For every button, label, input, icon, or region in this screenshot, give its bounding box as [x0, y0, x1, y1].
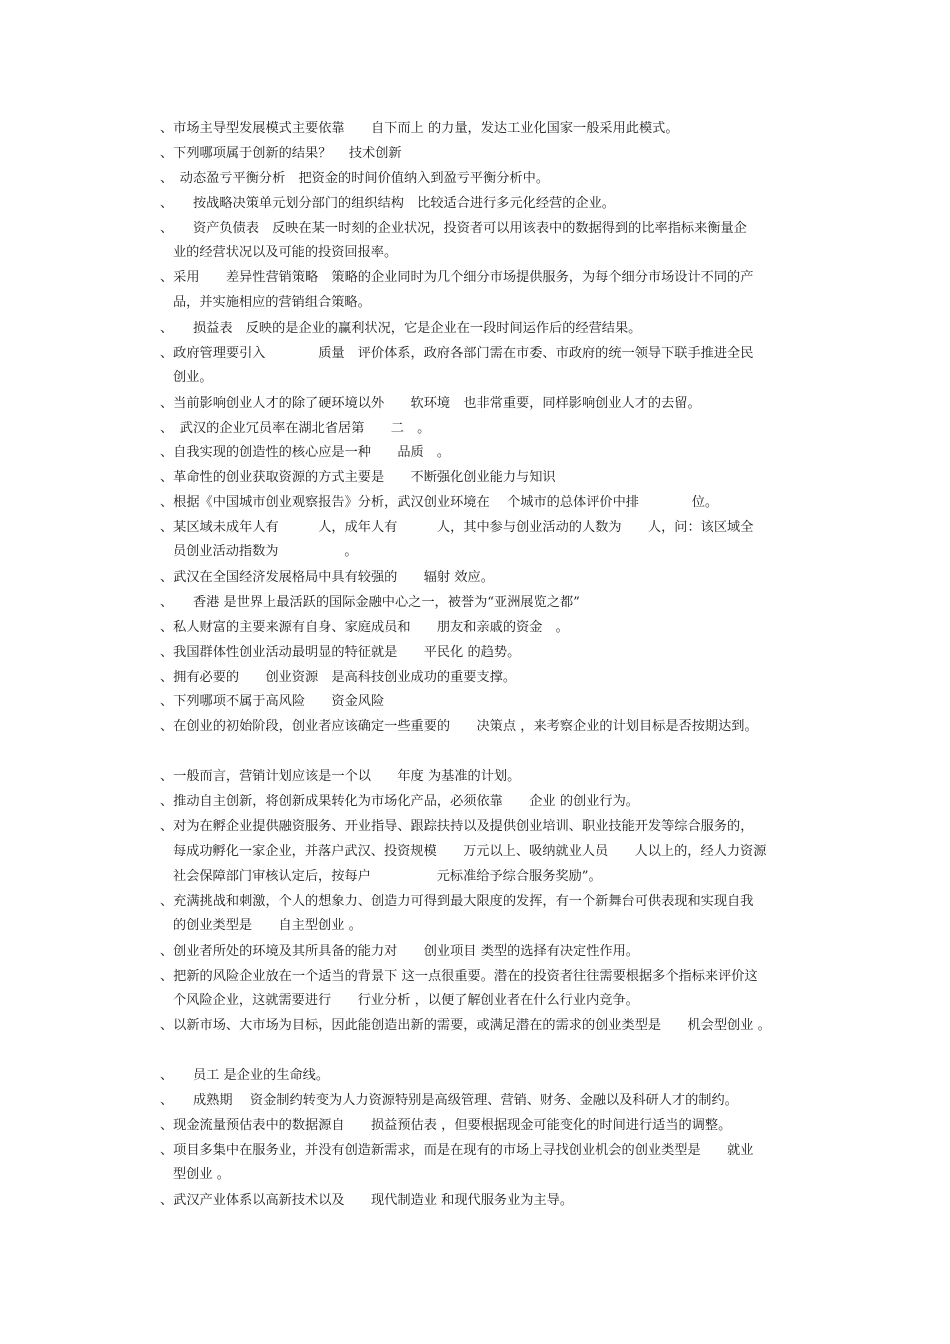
text-line: 、根据《中国城市创业观察报告》分析，武汉创业环境在 个城市的总体评价中排 位。 [160, 495, 719, 510]
text-line: 、 损益表 反映的是企业的赢利状况，它是企业在一段时间运作后的经营结果。 [160, 321, 642, 336]
text-line: 、充满挑战和刺激，个人的想象力、创造力可得到最大限度的发挥，有一个新舞台可供表现和实现自我 [160, 894, 754, 909]
text-line: 、对为在孵企业提供融资服务、开业指导、跟踪扶持以及提供创业培训、职业技能开发等综合服务的， [160, 819, 754, 834]
text-line: 、私人财富的主要来源有自身、家庭成员和 朋友和亲戚的资金 。 [160, 620, 569, 635]
text-line: 、推动自主创新，将创新成果转化为市场化产品，必须依靠 企业 的创业行为。 [160, 794, 639, 809]
text-line: 员创业活动指数为 。 [173, 544, 358, 559]
text-line: 、 成熟期 资金制约转变为人力资源特别是高级管理、营销、财务、金融以及科研人才的制约。 [160, 1093, 738, 1108]
text-line: 的创业类型是 自主型创业 。 [173, 918, 362, 933]
text-line: 、 香港 是世界上最活跃的国际金融中心之一，被誉为“亚洲展览之都” [160, 595, 580, 610]
text-line: 、自我实现的创造性的核心应是一种 品质 。 [160, 445, 451, 460]
text-line: 、把新的风险企业放在一个适当的背景下 这一点很重要。潜在的投资者往往需要根据多个指标来评价这 [160, 969, 758, 984]
text-line: 、政府管理要引入 质量 评价体系，政府各部门需在市委、市政府的统一领导下联手推进全民 [160, 346, 754, 361]
text-line: 、创业者所处的环境及其所具备的能力对 创业项目 类型的选择有决定性作用。 [160, 944, 639, 959]
text-line: 个风险企业，这就需要进行 行业分析 ，以便了解创业者在什么行业内竞争。 [173, 993, 639, 1008]
text-line: 每成功孵化一家企业，并落户武汉、投资规模 万元以上、吸纳就业人员 人以上的，经人力资源 [173, 844, 767, 859]
text-line: 、 资产负债表 反映在某一时刻的企业状况，投资者可以用该表中的数据得到的比率指标来衡量企 [160, 221, 747, 236]
text-line: 、一般而言，营销计划应该是一个以 年度 为基准的计划。 [160, 769, 521, 784]
text-line: 、某区域未成年人有 人，成年人有 人，其中参与创业活动的人数为 人，问：该区域全 [160, 520, 754, 535]
text-line: 品，并实施相应的营销组合策略。 [173, 295, 371, 310]
text-line: 、 武汉的企业冗员率在湖北省居第 二 。 [160, 421, 431, 436]
text-line: 、武汉产业体系以高新技术以及 现代制造业 和现代服务业为主导。 [160, 1193, 574, 1208]
text-line: 、 动态盈亏平衡分析 把资金的时间价值纳入到盈亏平衡分析中。 [160, 171, 550, 186]
text-line: 、以新市场、大市场为目标，因此能创造出新的需要，或满足潜在的需求的创业类型是 机会型创业 。 [160, 1018, 771, 1033]
text-line: 、在创业的初始阶段，创业者应该确定一些重要的 决策点 ，来考察企业的计划目标是否按期达到。 [160, 719, 758, 734]
text-line: 、项目多集中在服务业，并没有创造新需求，而是在现有的市场上寻找创业机会的创业类型是 就业 [160, 1143, 754, 1158]
text-line: 创业。 [173, 370, 213, 385]
text-line: 、革命性的创业获取资源的方式主要是 不断强化创业能力与知识 [160, 470, 556, 485]
text-line: 、下列哪项属于创新的结果？ 技术创新 [160, 146, 402, 161]
text-line: 、武汉在全国经济发展格局中具有较强的 辐射 效应。 [160, 570, 494, 585]
text-line: 、我国群体性创业活动最明显的特征就是 平民化 的趋势。 [160, 645, 521, 660]
text-line: 、下列哪项不属于高风险 资金风险 [160, 694, 385, 709]
text-line: 、拥有必要的 创业资源 是高科技创业成功的重要支撑。 [160, 670, 517, 685]
text-line: 、现金流量预估表中的数据源自 损益预估表 ，但要根据现金可能变化的时间进行适当的调整。 [160, 1118, 732, 1133]
text-line: 、 按战略决策单元划分部门的组织结构 比较适合进行多元化经营的企业。 [160, 196, 615, 211]
text-line: 、市场主导型发展模式主要依靠 自下而上 的力量，发达工业化国家一般采用此模式。 [160, 121, 679, 136]
text-line: 、当前影响创业人才的除了硬环境以外 软环境 也非常重要，同样影响创业人才的去留。 [160, 396, 701, 411]
text-line: 业的经营状况以及可能的投资回报率。 [173, 245, 398, 260]
text-line: 、采用 差异性营销策略 策略的企业同时为几个细分市场提供服务，为每个细分市场设计不同的产 [160, 270, 754, 285]
text-line: 、 员工 是企业的生命线。 [160, 1068, 330, 1083]
text-line: 社会保障部门审核认定后，按每户 元标准给予综合服务奖励”。 [173, 869, 602, 884]
text-line: 型创业 。 [173, 1167, 230, 1182]
